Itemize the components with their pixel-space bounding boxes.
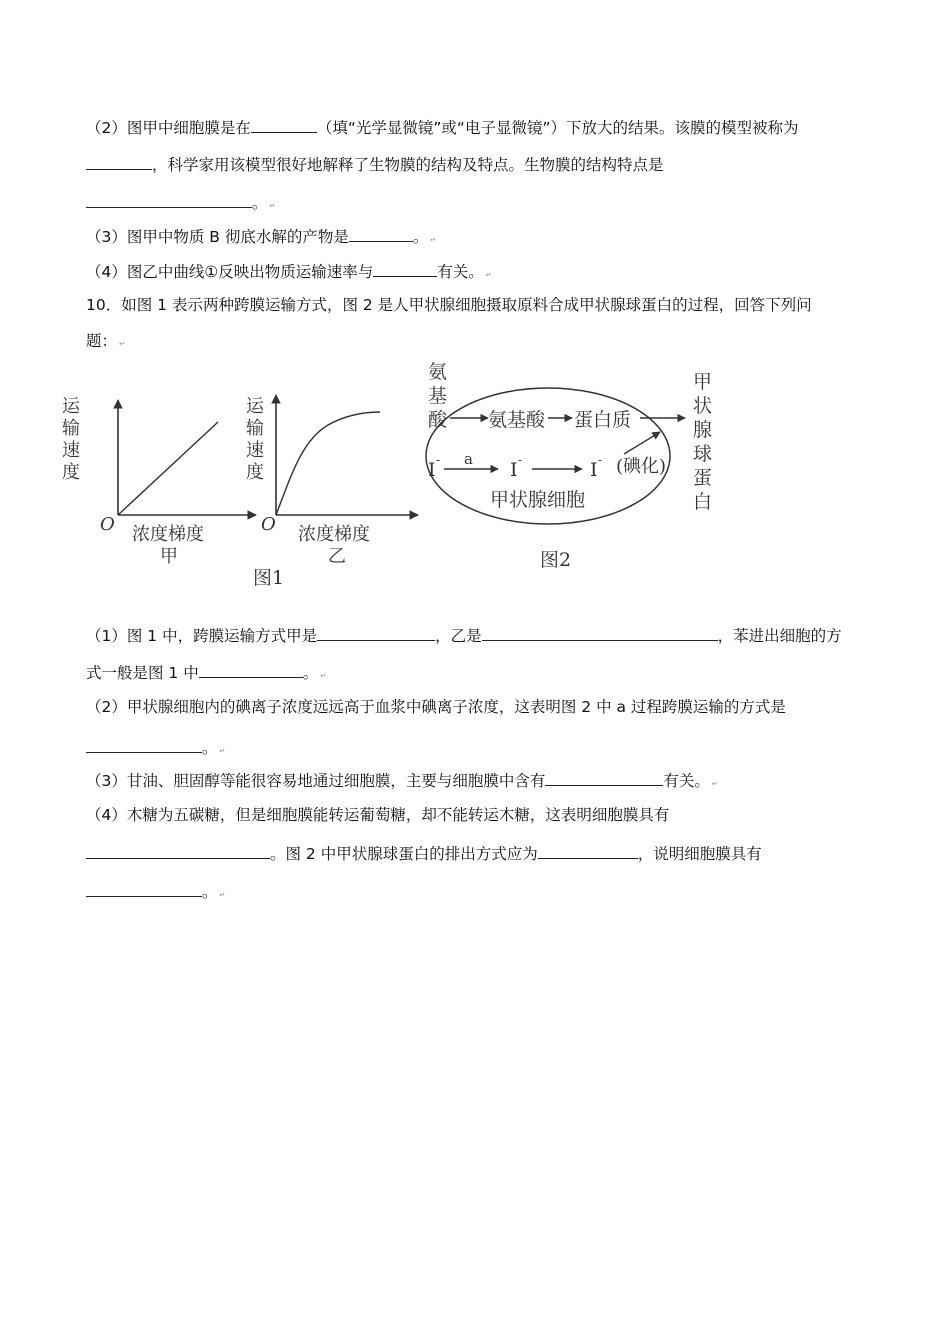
q10-part1-text-c: ，苯进出细胞的方 — [717, 627, 842, 645]
fig2-amino-acid: 氨基酸 — [488, 409, 546, 431]
q10-part4-text-c: ，说明细胞膜具有 — [637, 845, 762, 863]
q9-part3-text-a: （3）图甲中物质 B 彻底水解的产物是 — [86, 228, 349, 246]
fig1-jia-curve — [118, 422, 218, 515]
q10-part1-text-d: 式一般是图 1 中 — [86, 664, 199, 682]
q10-part4-text-b: 。图 2 中甲状腺球蛋白的排出方式应为 — [270, 845, 538, 863]
fig1-jia-ylabel-3: 速 — [62, 440, 80, 461]
fig2-iodination: (碘化) — [616, 456, 667, 477]
q10-part4-line3 — [86, 881, 225, 905]
fig2-right-label-4: 球 — [693, 443, 713, 465]
q9-part2-text-c: ，科学家用该模型很好地解释了生物膜的结构及特点。生物膜的结构特点是 — [152, 156, 664, 174]
fig2-right-label-2: 状 — [693, 395, 713, 417]
q10-stem-line1 — [86, 295, 812, 315]
q9-part2-text-a: （2）图甲中细胞膜是在 — [86, 119, 251, 137]
q9-part2-blank-2[interactable] — [86, 154, 152, 170]
q10-part4-blank-3[interactable] — [86, 881, 202, 897]
q9-part2-blank-1[interactable] — [251, 117, 317, 133]
fig1-yi-ylabel-3: 速 — [246, 440, 264, 461]
q10-part4-text-a: （4）木糖为五碳糖，但是细胞膜能转运葡萄糖，却不能转运木糖，这表明细胞膜具有 — [86, 806, 670, 824]
q10-part1-text-e: 。 — [302, 664, 319, 682]
fig1-caption: 图1 — [253, 567, 285, 589]
fig2-arrow-iodination — [624, 432, 660, 454]
fig2-left-label-1: 氨 — [428, 361, 448, 383]
fig2-ion-final: I — [590, 459, 598, 481]
q10-part1-blank-2[interactable] — [482, 625, 718, 641]
paragraph-mark-icon: ↵ — [430, 236, 437, 244]
fig1-yi-xlabel: 浓度梯度 — [298, 524, 370, 545]
q10-part4-blank-2[interactable] — [538, 843, 638, 859]
q9-part2-text-b: （填“光学显微镜”或“电子显微镜”）下放大的结果。该膜的模型被称为 — [316, 119, 799, 137]
q10-part1-text-b: ，乙是 — [435, 627, 482, 645]
fig2-protein: 蛋白质 — [574, 409, 632, 431]
q10-part2-line1 — [86, 697, 786, 717]
fig2-arrow-a-label: a — [464, 450, 473, 468]
fig2-cell-label: 甲状腺细胞 — [490, 489, 586, 511]
q9-part4-text-b: 有关。 — [437, 263, 484, 281]
q10-part1-text-a: （1）图 1 中，跨膜运输方式甲是 — [86, 627, 318, 645]
q9-part2-line1 — [86, 117, 799, 138]
fig1-panel-yi — [246, 395, 418, 567]
q10-figure — [62, 360, 748, 600]
fig1-jia-ylabel-4: 度 — [62, 462, 80, 483]
fig2-ion-inside: I — [510, 459, 518, 481]
q9-part4-text-a: （4）图乙中曲线①反映出物质运输速率与 — [86, 263, 374, 281]
q9-part4-line — [86, 261, 492, 285]
q10-part2-text-a: （2）甲状腺细胞内的碘离子浓度远远高于血浆中碘离子浓度，这表明图 2 中 a 过程跨膜运输的方式是 — [86, 698, 786, 716]
fig1-panel-jia — [62, 396, 256, 567]
q9-part3-blank[interactable] — [349, 226, 413, 242]
q10-part2-text-b: 。 — [202, 739, 218, 757]
paragraph-mark-icon: ↵ — [320, 672, 327, 680]
fig2-right-label-5: 蛋 — [693, 467, 713, 489]
q10-part2-blank[interactable] — [86, 737, 202, 753]
q10-part4-line1 — [86, 805, 669, 825]
paragraph-mark-icon: ↵ — [119, 340, 125, 348]
fig2 — [426, 361, 712, 571]
q10-part4-line2 — [86, 843, 762, 864]
fig2-caption: 图2 — [540, 549, 572, 571]
fig2-ion-outside: I — [428, 459, 436, 481]
fig2-ion-final-sup: - — [598, 453, 603, 467]
q9-part3-text-b: 。 — [412, 228, 429, 246]
fig2-ion-inside-sup: - — [518, 453, 523, 467]
q9-part2-line2 — [86, 154, 664, 175]
fig1-jia-ylabel-1: 运 — [62, 396, 80, 417]
paragraph-mark-icon: ↵ — [219, 747, 226, 755]
fig2-left-label-3: 酸 — [428, 409, 448, 431]
fig1-yi-ylabel-4: 度 — [246, 462, 264, 483]
fig1-jia-ylabel-2: 输 — [62, 418, 80, 439]
fig1-jia-panel-label: 甲 — [160, 546, 178, 567]
q10-stem-text: 10．如图 1 表示两种跨膜运输方式，图 2 是人甲状腺细胞摄取原料合成甲状腺球蛋白的过程，回答下列问 — [86, 296, 812, 314]
q9-part2-text-d: 。 — [252, 194, 268, 212]
fig1-yi-panel-label: 乙 — [328, 546, 346, 567]
fig1-jia-origin: O — [100, 514, 115, 535]
q10-part3-line — [86, 770, 718, 794]
q10-stem-line2 — [86, 331, 125, 354]
q9-part4-blank[interactable] — [373, 261, 437, 277]
q10-part1-blank-1[interactable] — [317, 625, 435, 641]
fig2-right-label-6: 白 — [693, 491, 713, 513]
q9-part2-blank-3[interactable] — [86, 192, 252, 208]
fig1-yi-origin: O — [261, 514, 276, 535]
q10-stem-text-2: 题： — [86, 332, 118, 350]
q10-part3-blank[interactable] — [545, 770, 663, 786]
q9-part2-line3 — [86, 192, 275, 216]
paragraph-mark-icon: ↵ — [485, 271, 492, 279]
q10-part2-line2 — [86, 737, 225, 761]
q10-figure-svg — [62, 360, 748, 600]
fig2-ion-outside-sup: - — [436, 453, 441, 467]
fig2-right-label-1: 甲 — [693, 371, 713, 393]
q10-part1-line2 — [86, 662, 326, 686]
q10-part4-blank-1[interactable] — [86, 843, 270, 859]
paragraph-mark-icon: ↵ — [711, 780, 718, 788]
fig1-yi-ylabel-2: 输 — [246, 418, 264, 439]
fig1-yi-curve — [276, 412, 380, 515]
q10-part3-text-a: （3）甘油、胆固醇等能很容易地通过细胞膜，主要与细胞膜中含有 — [86, 772, 546, 790]
fig2-left-label-2: 基 — [428, 385, 448, 407]
paragraph-mark-icon: ↵ — [269, 202, 276, 210]
fig1-yi-ylabel-1: 运 — [246, 396, 264, 417]
q10-part1-blank-3[interactable] — [199, 662, 303, 678]
fig2-right-label-3: 腺 — [693, 419, 713, 441]
paragraph-mark-icon: ↵ — [219, 891, 226, 899]
q10-part3-text-b: 有关。 — [663, 772, 710, 790]
q10-part4-text-d: 。 — [202, 883, 218, 901]
fig1-jia-xlabel: 浓度梯度 — [132, 524, 204, 545]
q10-part1-line1 — [86, 625, 842, 646]
q9-part3-line — [86, 226, 436, 250]
